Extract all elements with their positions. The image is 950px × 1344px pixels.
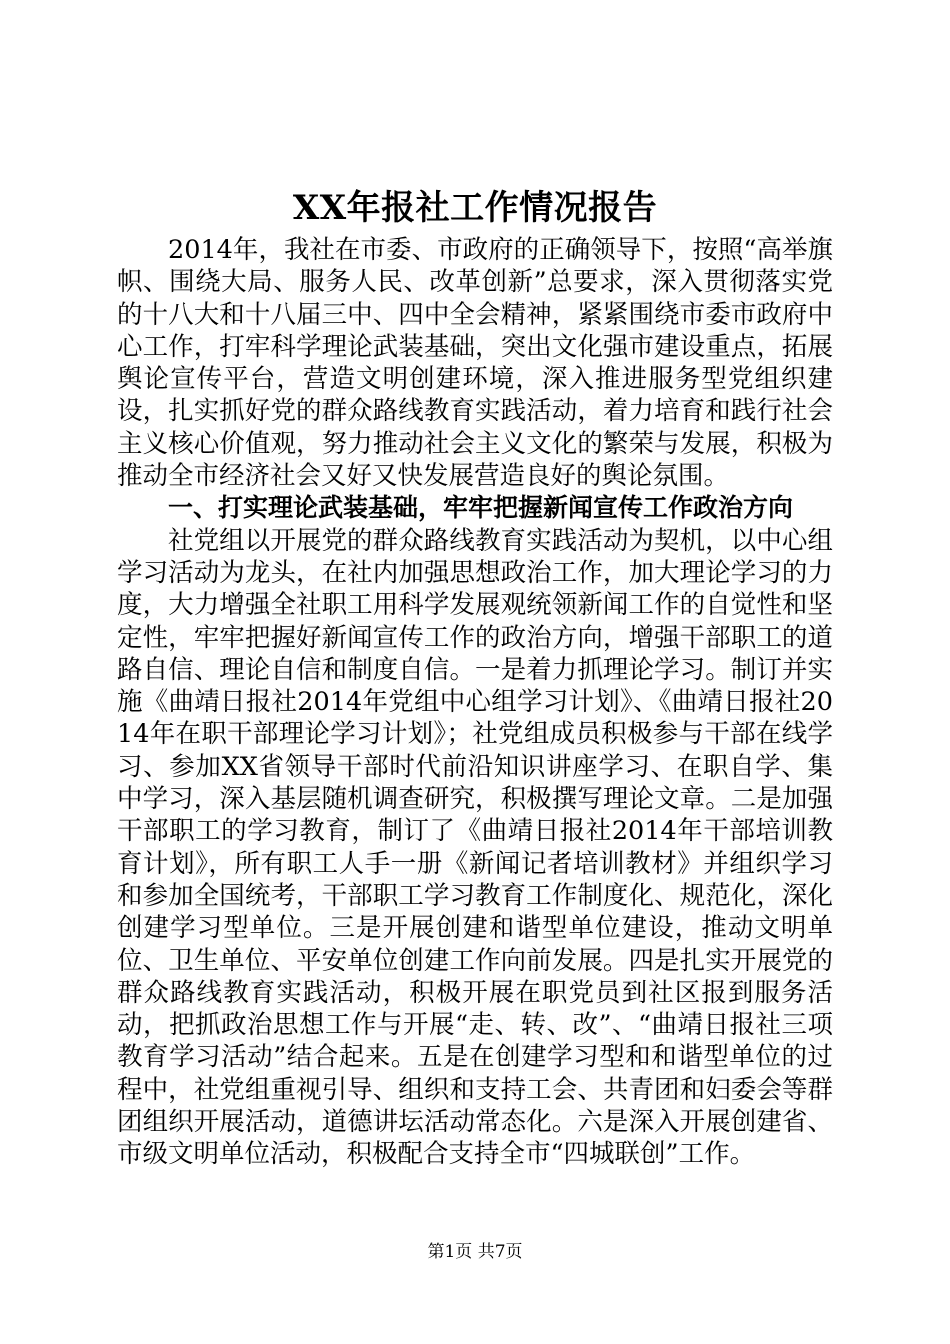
document-body [117, 234, 833, 1171]
section-paragraph: 社党组以开展党的群众路线教育实践活动为契机，以中心组学习活动为龙头，在社内加强思想政治工作，加大理论学习的力度，大力增强全社职工用科学发展观统领新闻工作的自觉性和坚定性，牢牢把握好新闻宣传工作的政治方向，增强干部职工的道路自信、理论自信和制度自信。一是着力抓理论学习。制订并实施《曲靖日报社2014年党组中心组学习计划》、《曲靖日报社2014年在职干部理论学习计划》；社党组成员积极参与干部在线学习、参加XX省领导干部时代前沿知识讲座学习、在职自学、集中学习，深入基层随机调查研究，积极撰写理论文章。二是加强干部职工的学习教育，制订了《曲靖日报社2014年干部培训教育计划》，所有职工人手一册《新闻记者培训教材》并组织学习和参加全国统考，干部职工学习教育工作制度化、规范化，深化创建学习型单位。三是开展创建和谐型单位建设，推动文明单位、卫生单位、平安单位创建工作向前发展。四是扎实开展党的群众路线教育实践活动，积极开展在职党员到社区报到服务活动，把抓政治思想工作与开展“走、转、改”、“曲靖日报社三项教育学习活动”结合起来。五是在创建学习型和和谐型单位的过程中，社党组重视引导、组织和支持工会、共青团和妇委会等群团组织开展活动，道德讲坛活动常态化。六是深入开展创建省、市级文明单位活动，积极配合支持全市“四城联创”工作。 [117, 525, 833, 1170]
page-footer: 第1页 共7页 [427, 1242, 523, 1262]
intro-paragraph: 2014年，我社在市委、市政府的正确领导下，按照“高举旗帜、围绕大局、服务人民、改革创新”总要求，深入贯彻落实党的十八大和十八届三中、四中全会精神，紧紧围绕市委市政府中心工作，打牢科学理论武装基础，突出文化强市建设重点，拓展舆论宣传平台，营造文明创建环境，深入推进服务型党组织建设，扎实抓好党的群众路线教育实践活动，着力培育和践行社会主义核心价值观，努力推动社会主义文化的繁荣与发展，积极为推动全市经济社会又好又快发展营造良好的舆论氛围。 [117, 235, 833, 492]
section-heading: 一、打实理论武装基础，牢牢把握新闻宣传工作政治方向 [168, 493, 794, 523]
document-title: XX年报社工作情况报告 [292, 188, 658, 228]
